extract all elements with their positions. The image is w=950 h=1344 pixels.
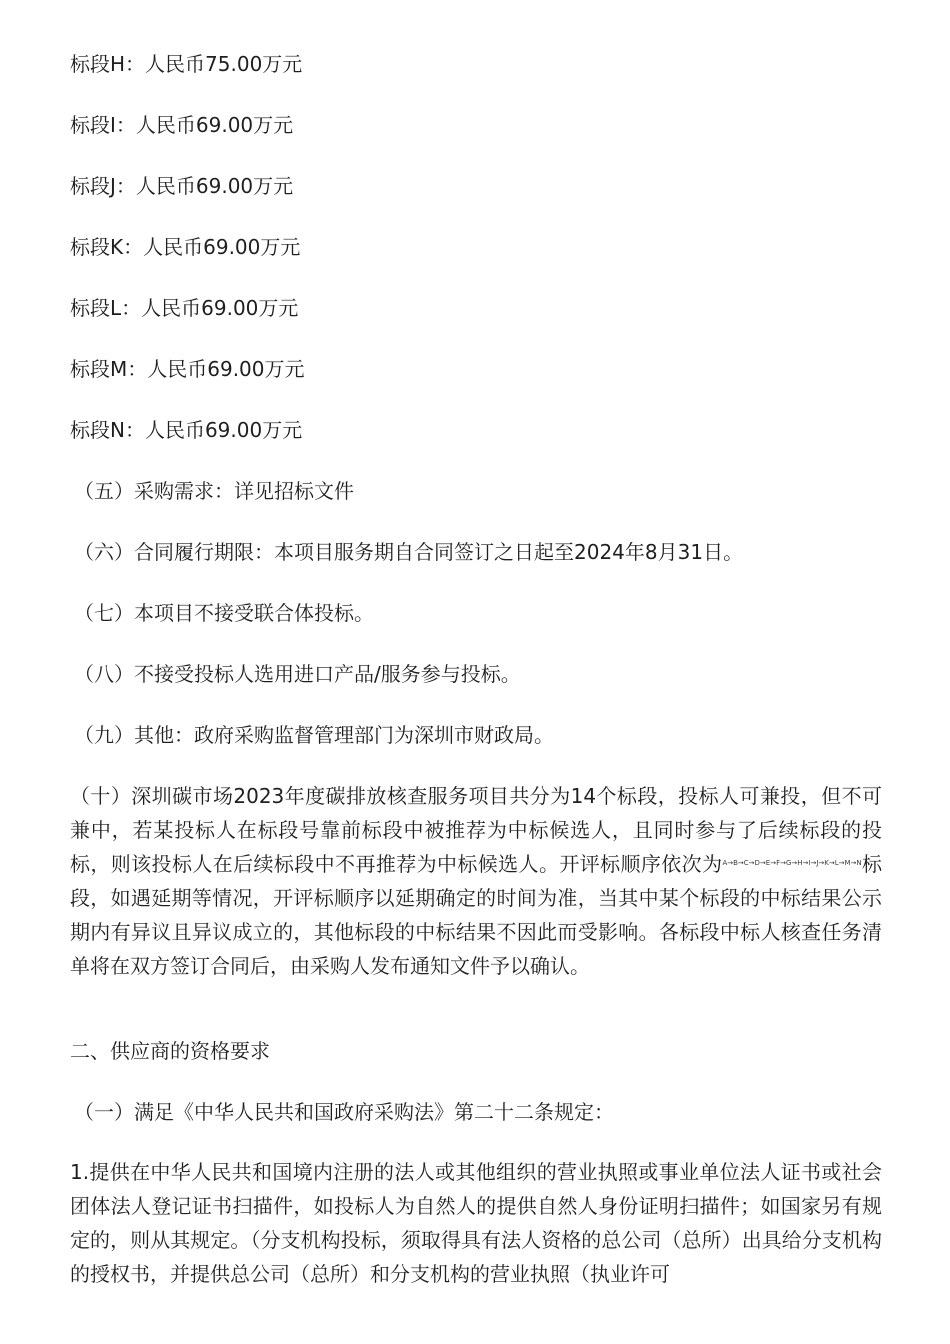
lot-n: 标段N：人民币69.00万元 [70,418,303,442]
lot-m: 标段M：人民币69.00万元 [70,357,305,381]
item-five: （五）采购需求：详见招标文件 [74,479,354,503]
lot-k: 标段K：人民币69.00万元 [70,235,301,259]
item-seven: （七）本项目不接受联合体投标。 [74,601,374,625]
item-eight: （八）不接受投标人选用进口产品/服务参与投标。 [74,662,521,686]
lot-h: 标段H：人民币75.00万元 [70,52,303,76]
item-six: （六）合同履行期限：本项目服务期自合同签订之日起至2024年8月31日。 [74,540,744,564]
lot-order-sequence: A→B→C→D→E→F→G→H→I→J→K→L→M→N [722,859,862,867]
item-ten-text-after: 标段，如遇延期等情况，开评标顺序以延期确定的时间为准，当其中某个标段的中标结果公示期内有异议且异议成立的，其他标段的中标结果不因此而受影响。各标段中标人核查任务清单将在双方签订合同后，由采购人发布通知文件予以确认。 [70,852,883,978]
section-2-title: 二、供应商的资格要求 [70,1039,270,1063]
lot-l: 标段L：人民币69.00万元 [70,296,299,320]
section-2-item1: 1.提供在中华人民共和国境内注册的法人或其他组织的营业执照或事业单位法人证书或社会团体法人登记证书扫描件，如投标人为自然人的提供自然人身份证明扫描件；如国家另有规定的，则从其规定。（分支机构投标，须取得具有法人资格的总公司（总所）出具给分支机构的授权书，并提供总公司（总所）和分支机构的营业执照（执业许可 [70,1160,882,1286]
item-nine: （九）其他：政府采购监督管理部门为深圳市财政局。 [74,723,554,747]
section-2-sub1: （一）满足《中华人民共和国政府采购法》第二十二条规定： [74,1100,614,1124]
item-ten-paragraph [70,779,882,983]
item-ten-text-before: （十）深圳碳市场2023年度碳排放核查服务项目共分为14个标段，投标人可兼投，但不可兼中，若某投标人在标段号靠前标段中被推荐为中标候选人，且同时参与了后续标段的投标，则该投标人在后续标段中不再推荐为中标候选人。开评标顺序依次为 [70,784,882,876]
lot-i: 标段I：人民币69.00万元 [70,113,294,137]
lot-j: 标段J：人民币69.00万元 [70,174,294,198]
